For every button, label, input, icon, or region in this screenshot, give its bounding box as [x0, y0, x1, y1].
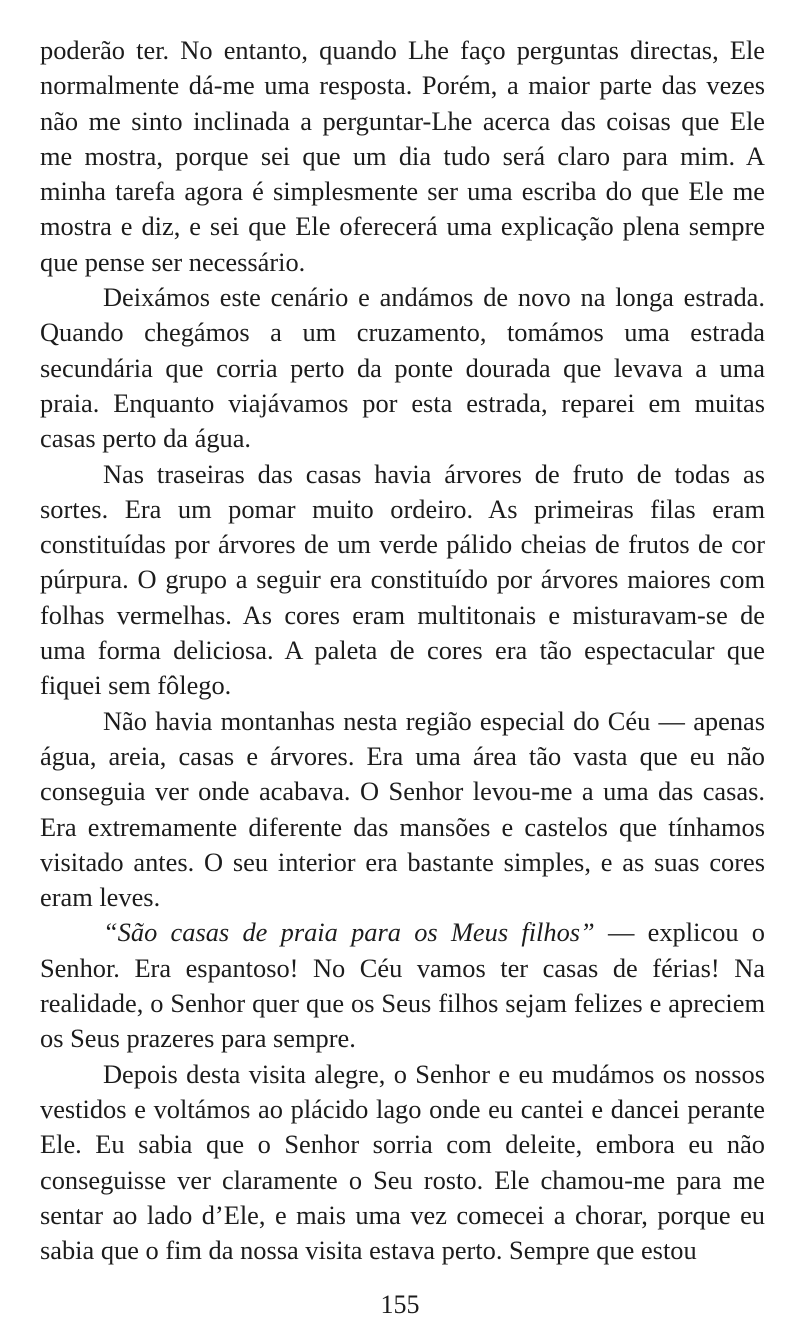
paragraph-1: poderão ter. No entanto, quando Lhe faço perguntas directas, Ele normalmente dá-me uma resposta. Porém, a maior parte das vezes não me sinto inclinada a perguntar-Lhe acerca das coisas que Ele me mostra, porque sei que um dia tudo será claro para mim. A minha tarefa agora é simplesmente ser uma escriba do que Ele me mostra e diz, e sei que Ele oferecerá uma explicação plena sempre que pense ser necessário.	[40, 35, 765, 277]
page-number: 155	[380, 1290, 420, 1319]
paragraph-2: Deixámos este cenário e andámos de novo na longa estrada. Quando chegámos a um cruzamento, tomámos uma estrada secundária que corria perto da ponte dourada que levava a uma praia. Enquanto viajávamos por esta estrada, reparei em muitas casas perto da água.	[40, 282, 765, 454]
paragraph-5	[40, 915, 765, 1056]
paragraph-4: Não havia montanhas nesta região especial do Céu — apenas água, areia, casas e árvores. Era uma área tão vasta que eu não conseguia ver onde acabava. O Senhor levou-me a uma das casas. Era extremamente diferente das mansões e castelos que tínhamos visitado antes. O seu interior era bastante simples, e as suas cores eram leves.	[40, 705, 765, 913]
paragraph-6: Depois desta visita alegre, o Senhor e eu mudámos os nossos vestidos e voltámos ao plácido lago onde eu cantei e dancei perante Ele. Eu sabia que o Senhor sorria com deleite, embora eu não conseguisse ver claramente o Seu rosto. Ele chamou-me para me sentar ao lado d’Ele, e mais uma vez comecei a chorar, porque eu sabia que o fim da nossa visita estava perto. Sempre que estou	[40, 1058, 765, 1266]
page-body	[40, 33, 765, 1268]
paragraph-3: Nas traseiras das casas havia árvores de fruto de todas as sortes. Era um pomar muito ordeiro. As primeiras filas eram constituídas por árvores de um verde pálido cheias de frutos de cor púrpura. O grupo a seguir era constituído por árvores maiores com folhas vermelhas. As cores eram multitonais e misturavam-se de uma forma deliciosa. A paleta de cores era tão espectacular que fiquei sem fôlego.	[40, 458, 765, 701]
paragraph-5-text: — explicou o Senhor. Era espantoso! No Céu vamos ter casas de férias! Na realidade, o Senhor quer que os Seus filhos sejam felizes e apreciem os Seus prazeres para sempre.	[40, 917, 765, 1054]
italic-quote: “São casas de praia para os Meus filhos”	[103, 917, 595, 948]
